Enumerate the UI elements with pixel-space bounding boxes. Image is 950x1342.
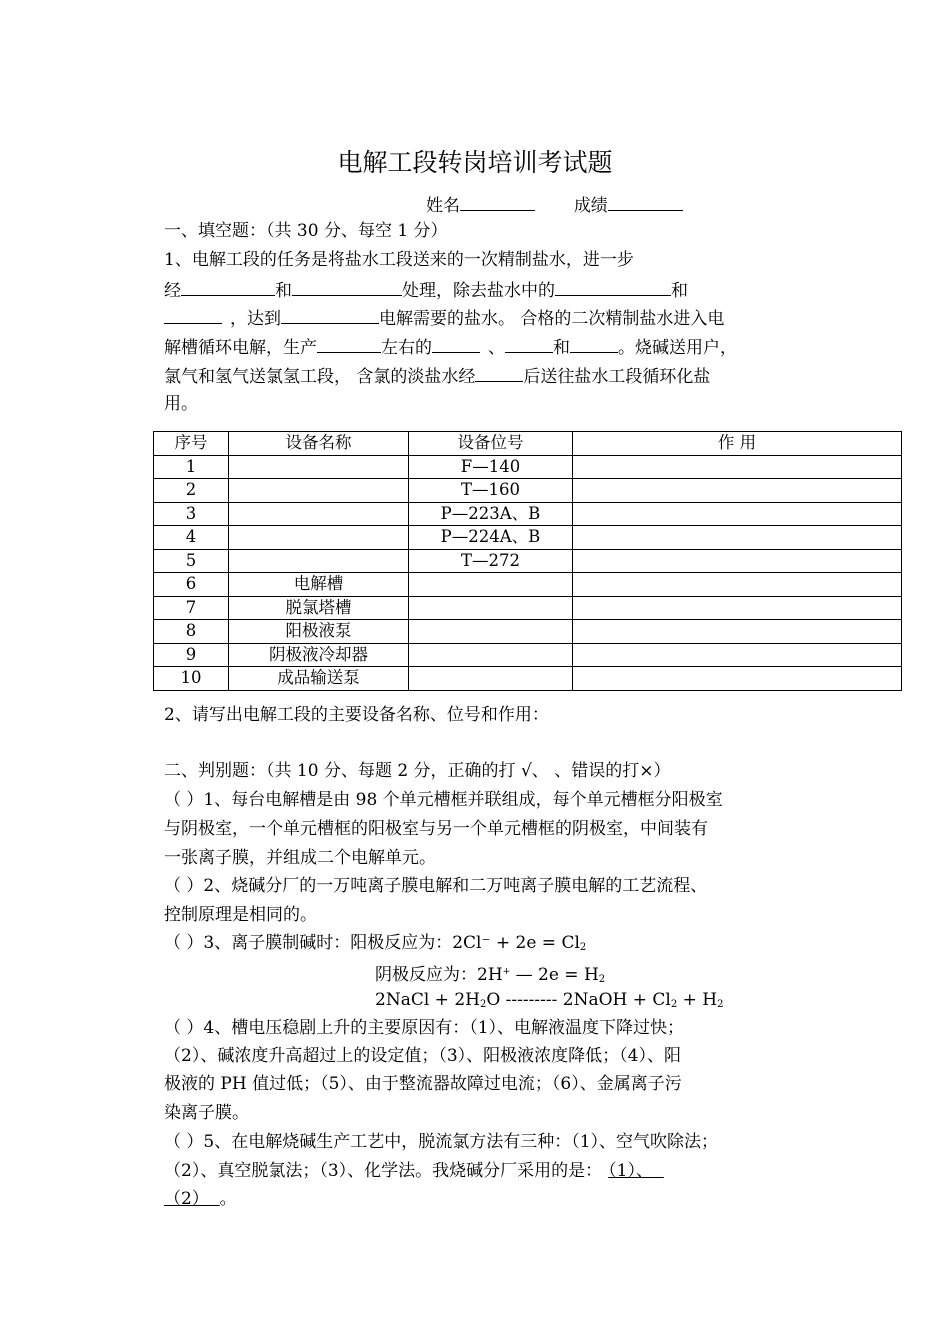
table-cell[interactable] xyxy=(229,549,409,573)
table-cell[interactable] xyxy=(573,573,902,597)
tf1-line: 与阴极室，一个单元槽框的阳极室与另一个单元槽框的阴极室，中间装有 xyxy=(164,819,708,839)
table-cell[interactable] xyxy=(409,620,573,644)
table-row xyxy=(154,549,902,573)
q1-text: 。烧碱送用户， xyxy=(618,338,737,358)
score-blank[interactable] xyxy=(608,193,683,211)
fill-blank[interactable] xyxy=(432,335,480,353)
table-cell[interactable] xyxy=(573,502,902,526)
section2-header: 二、判别题：（共 10 分、每题 2 分，正确的打 √、 、错误的打×） xyxy=(164,761,671,781)
tf4-line: （ ）4、槽电压稳剧上升的主要原因有：（1）、电解液温度下降过快； xyxy=(164,1018,685,1038)
table-row xyxy=(154,620,902,644)
table-row xyxy=(154,643,902,667)
fill-blank[interactable] xyxy=(475,364,523,382)
table-cell: 10 xyxy=(154,667,229,691)
tf5-answer: （2） xyxy=(164,1189,209,1209)
subscript: 2 xyxy=(717,999,724,1010)
q1-text: 、 xyxy=(488,338,505,358)
table-cell: 2 xyxy=(154,479,229,503)
table-cell[interactable] xyxy=(229,526,409,550)
q1-text: 左右的 xyxy=(381,338,432,358)
table-cell: P—223A、B xyxy=(409,502,573,526)
fill-blank[interactable] xyxy=(570,335,618,353)
q1-text: 解槽循环电解，生产 xyxy=(164,338,317,358)
overall-equation: O --------- 2NaOH + Cl xyxy=(486,990,671,1010)
q1-text: 电解需要的盐水。 合格的二次精制盐水进入电 xyxy=(379,309,725,329)
q1-line4 xyxy=(164,335,737,359)
cathode-equation: 2H xyxy=(477,965,503,985)
table-cell: P—224A、B xyxy=(409,526,573,550)
tf3-overall-line xyxy=(375,989,724,1016)
subscript: 2 xyxy=(579,942,587,953)
tf4-line: 极液的 PH 值过低；（5）、由于整流器故障过电流；（6）、金属离子污 xyxy=(164,1074,682,1094)
table-cell[interactable] xyxy=(573,479,902,503)
q1-text: 经 xyxy=(164,281,181,301)
cathode-label: 阴极反应为： xyxy=(375,965,477,985)
equipment-table xyxy=(153,431,902,691)
table-row xyxy=(154,479,902,503)
header-cell: 设备位号 xyxy=(409,432,573,456)
q1-text: ，达到 xyxy=(230,309,281,329)
q1-line2 xyxy=(164,278,688,302)
table-cell[interactable] xyxy=(409,667,573,691)
q1-line6: 用。 xyxy=(164,394,198,414)
overall-equation: + H xyxy=(677,990,718,1010)
table-cell: F—140 xyxy=(409,455,573,479)
tf5-text: （2）、真空脱氯法；（3）、化学法。我烧碱分厂采用的是： xyxy=(164,1161,603,1181)
table-cell[interactable] xyxy=(229,502,409,526)
table-cell: T—272 xyxy=(409,549,573,573)
name-label: 姓名 xyxy=(426,196,460,216)
table-cell[interactable] xyxy=(229,455,409,479)
table-cell: 阳极液泵 xyxy=(229,620,409,644)
table-row xyxy=(154,526,902,550)
table-cell: 脱氯塔槽 xyxy=(229,596,409,620)
underline-pad xyxy=(209,1189,220,1209)
fill-blank[interactable] xyxy=(164,306,222,324)
tf5-text: 。 xyxy=(219,1189,237,1209)
q1-line1: 1、电解工段的任务是将盐水工段送来的一次精制盐水，进一步 xyxy=(164,250,634,270)
table-cell: 1 xyxy=(154,455,229,479)
q1-text: 后送往盐水工段循环化盐 xyxy=(523,367,711,387)
tf5-answer: （1）、 xyxy=(608,1161,653,1181)
fill-blank[interactable] xyxy=(505,335,553,353)
table-row xyxy=(154,596,902,620)
superscript: + xyxy=(502,967,511,977)
tf2-line: （ ）2、烧碱分厂的一万吨离子膜电解和二万吨离子膜电解的工艺流程、 xyxy=(164,876,708,896)
subscript: 2 xyxy=(598,974,606,985)
tf2-line: 控制原理是相同的。 xyxy=(164,905,317,925)
table-cell[interactable] xyxy=(573,526,902,550)
table-cell: T—160 xyxy=(409,479,573,503)
q1-text: 氯气和氢气送氯氢工段， 含氯的淡盐水经 xyxy=(164,367,476,387)
tf4-line: （2）、碱浓度升高超过上的设定值；（3）、阳极液浓度降低；（4）、阳 xyxy=(164,1046,681,1066)
table-cell: 阴极液冷却器 xyxy=(229,643,409,667)
q2-text: 2、请写出电解工段的主要设备名称、位号和作用： xyxy=(164,705,549,725)
table-cell: 8 xyxy=(154,620,229,644)
table-cell: 电解槽 xyxy=(229,573,409,597)
table-cell[interactable] xyxy=(573,643,902,667)
fill-blank[interactable] xyxy=(317,335,381,353)
name-score-line xyxy=(426,193,683,217)
page-title: 电解工段转岗培训考试题 xyxy=(337,148,613,177)
table-row xyxy=(154,502,902,526)
table-cell[interactable] xyxy=(573,667,902,691)
fill-blank[interactable] xyxy=(181,278,275,296)
table-cell[interactable] xyxy=(573,549,902,573)
table-header-row xyxy=(154,432,902,456)
tf1-line: 一张离子膜，并组成二个电解单元。 xyxy=(164,848,436,868)
anode-label: 阳极反应为： xyxy=(350,933,453,953)
table-cell: 3 xyxy=(154,502,229,526)
tf3-text: （ ）3、离子膜制碱时： xyxy=(164,933,351,953)
q1-line5 xyxy=(164,364,710,388)
table-cell: 9 xyxy=(154,643,229,667)
table-cell[interactable] xyxy=(573,596,902,620)
table-row xyxy=(154,455,902,479)
tf3-cathode-line xyxy=(375,961,605,991)
q1-text: 和 xyxy=(553,338,570,358)
table-cell: 成品输送泵 xyxy=(229,667,409,691)
header-cell: 作 用 xyxy=(573,432,902,456)
table-cell[interactable] xyxy=(573,455,902,479)
q1-text: 和 xyxy=(275,281,292,301)
header-cell: 设备名称 xyxy=(229,432,409,456)
table-cell[interactable] xyxy=(409,643,573,667)
cathode-equation: — 2e = H xyxy=(510,965,599,985)
name-blank[interactable] xyxy=(460,193,535,211)
anode-equation: 2Cl⁻ + 2e = Cl xyxy=(452,933,580,953)
table-row xyxy=(154,573,902,597)
subscript: 2 xyxy=(479,999,487,1010)
fill-blank[interactable] xyxy=(281,306,379,324)
score-label: 成绩 xyxy=(573,196,608,216)
table-cell: 7 xyxy=(154,596,229,620)
q1-text: 和 xyxy=(671,281,688,301)
table-cell[interactable] xyxy=(229,479,409,503)
q1-text: 处理，除去盐水中的 xyxy=(402,281,555,301)
subscript: 2 xyxy=(670,999,678,1010)
tf5-line: （ ）5、在电解烧碱生产工艺中，脱流氯方法有三种：（1）、空气吹除法； xyxy=(164,1132,719,1152)
tf5-line xyxy=(164,1160,664,1182)
table-cell: 4 xyxy=(154,526,229,550)
table-cell[interactable] xyxy=(409,573,573,597)
tf1-line: （ ）1、每台电解槽是由 98 个单元槽框并联组成，每个单元槽框分阳极室 xyxy=(164,790,723,810)
table-cell[interactable] xyxy=(409,596,573,620)
tf4-line: 染离子膜。 xyxy=(164,1103,249,1123)
table-row xyxy=(154,667,902,691)
tf5-line xyxy=(164,1188,237,1210)
table-cell: 5 xyxy=(154,549,229,573)
underline-pad xyxy=(653,1161,664,1181)
fill-blank[interactable] xyxy=(292,278,402,296)
overall-equation: 2NaCl + 2H xyxy=(375,990,480,1010)
fill-blank[interactable] xyxy=(555,278,671,296)
table-cell[interactable] xyxy=(573,620,902,644)
header-cell: 序号 xyxy=(154,432,229,456)
tf3-line xyxy=(164,932,586,959)
section1-header: 一、填空题：（共 30 分、每空 1 分） xyxy=(164,221,448,241)
table-cell: 6 xyxy=(154,573,229,597)
q1-line3 xyxy=(164,306,724,330)
